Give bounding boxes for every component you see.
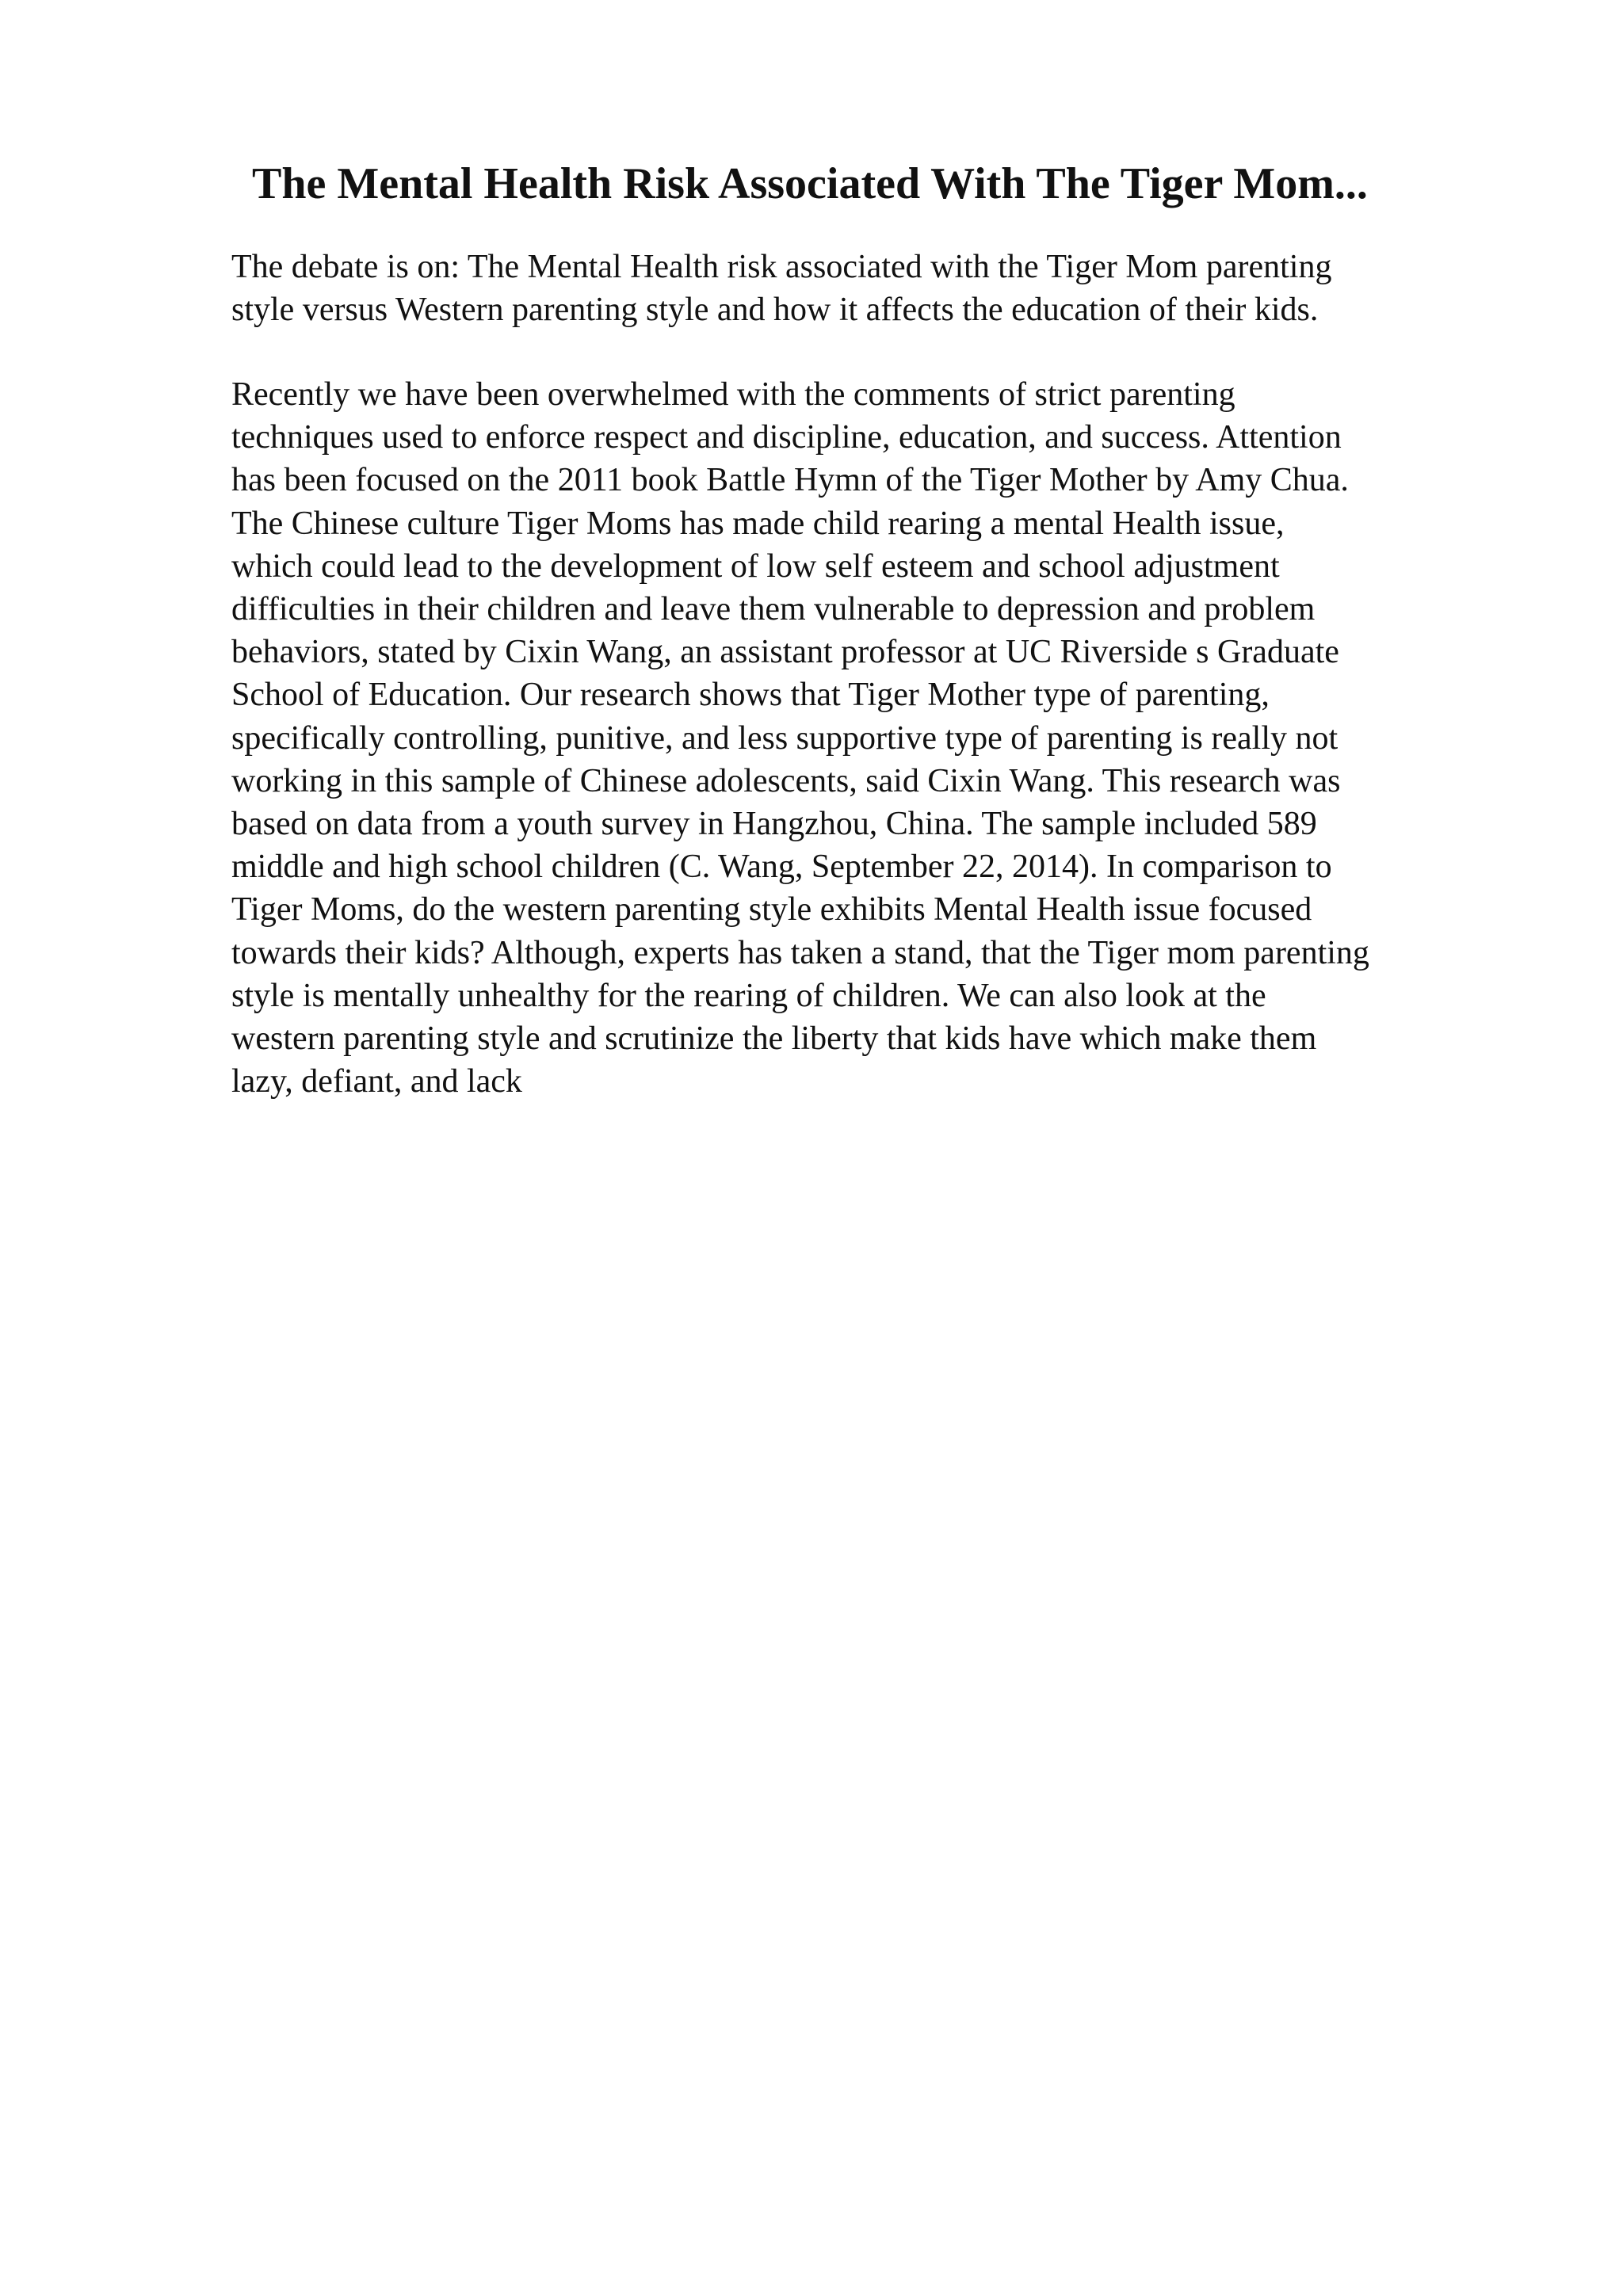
text-line: style is mentally unhealthy for the rearing of children. We can also look at the	[231, 977, 1266, 1014]
page-title: The Mental Health Risk Associated With The Tiger Mom...	[252, 159, 1368, 208]
text-line: lazy, defiant, and lack	[231, 1063, 522, 1100]
text-line: specifically controlling, punitive, and less supportive type of parenting is really not	[231, 719, 1338, 757]
text-line: based on data from a youth survey in Hangzhou, China. The sample included 589	[231, 806, 1317, 843]
text-line: difficulties in their children and leave them vulnerable to depression and problem	[231, 591, 1316, 628]
text-line: western parenting style and scrutinize the liberty that kids have which make them	[231, 1020, 1317, 1058]
paragraph-intro	[231, 246, 1331, 331]
text-line: has been focused on the 2011 book Battle Hymn of the Tiger Mother by Amy Chua.	[231, 462, 1349, 499]
text-line: Recently we have been overwhelmed with the comments of strict parenting	[231, 376, 1235, 413]
text-line: Tiger Moms, do the western parenting style exhibits Mental Health issue focused	[231, 891, 1312, 929]
text-line: The debate is on: The Mental Health risk associated with the Tiger Mom parenting	[231, 249, 1332, 285]
text-line: techniques used to enforce respect and discipline, education, and success. Attention	[231, 419, 1342, 456]
text-line: School of Education. Our research shows that Tiger Mother type of parenting,	[231, 677, 1270, 714]
text-line: behaviors, stated by Cixin Wang, an assistant professor at UC Riverside s Graduate	[231, 634, 1339, 671]
text-line: style versus Western parenting style and how it affects the education of their kids.	[231, 292, 1319, 329]
text-line: towards their kids? Although, experts has taken a stand, that the Tiger mom parenting	[231, 934, 1369, 971]
text-line: which could lead to the development of low self esteem and school adjustment	[231, 547, 1280, 585]
paragraph-body	[231, 373, 1369, 1103]
text-line: The Chinese culture Tiger Moms has made child rearing a mental Health issue,	[231, 505, 1285, 542]
text-line: middle and high school children (C. Wang, September 22, 2014). In comparison to	[231, 849, 1332, 886]
text-line: working in this sample of Chinese adolescents, said Cixin Wang. This research was	[231, 762, 1341, 799]
